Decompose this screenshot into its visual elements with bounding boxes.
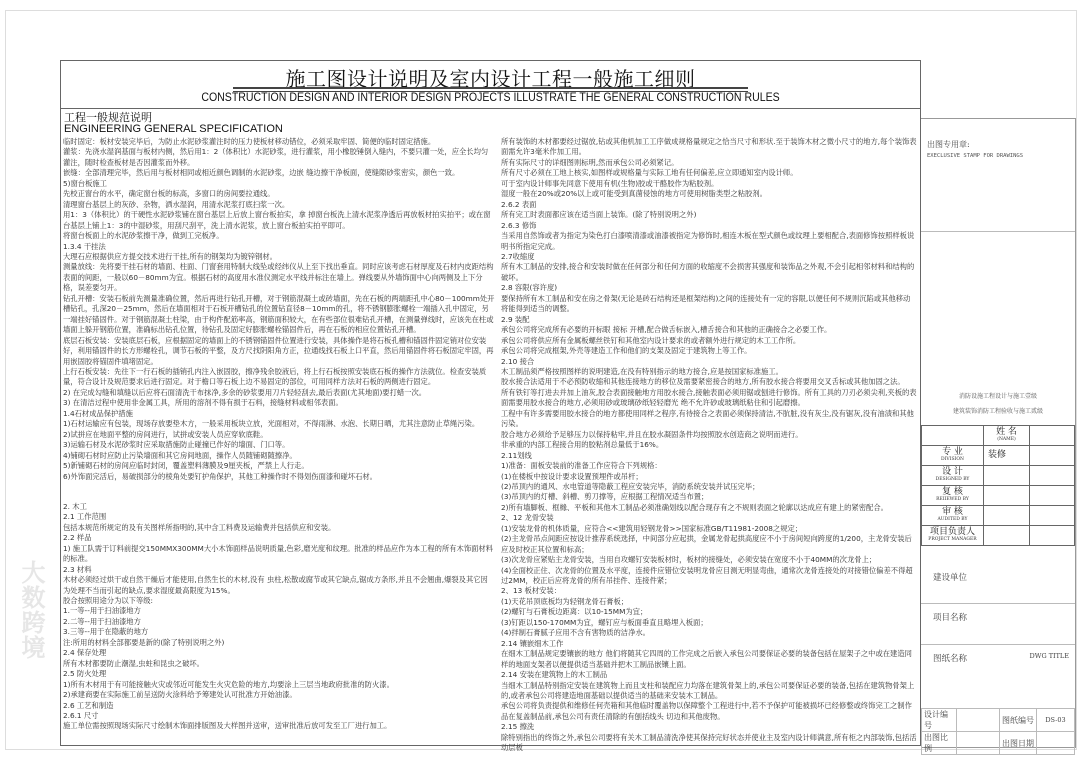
paragraph: 2)试拼应在地面平整的房间进行，试拼或安装人员应穿软底鞋。 [63,429,268,439]
title-row [61,61,920,109]
paragraph: 2.15 擦洗 [501,722,535,732]
role-label: 审 核 AUDITED BY [922,506,984,526]
paragraph: 所有实际尺寸的详细图则标明,然而承包公司必须紧记。 [501,157,679,167]
paragraph: 2.6.1 尺寸 [63,711,99,721]
date-label: 出图日期 [1000,732,1037,755]
paragraph: (4)全面校正住、次龙骨的位置及水平度，连接件应错位安装明龙骨应目测无明显弯曲，通常次龙骨连接处的对接错位偏差不得超过2MM，校正后应将龙骨的所有吊挂件、连接件紧； [501,565,913,586]
paragraph: 在细木工制品规定要镶嵌的地方 他们将随其它四周的工作完成之后嵌入承包公司要保证必要的装备包括在屋架子之中或在建造同样的地面支架者以便提供适当基础并把木工制品嵌镶上面。 [501,649,912,669]
paragraph: 2.2 样品 [63,533,92,543]
paragraph: 6)外饰面完活后，易破损部分的棱角处要钉护角保护，其他工种操作时不得划伤面漆和碰坏石材。 [63,471,377,481]
paragraph: 灌浆：先浇水湿润基面与板材内侧，然后用1：2（体积比）水泥砂浆，进行灌浆，用小橡胶锤倒入缝内，不要只灌一处，应全长均匀灌注，随时检查板材是否因灌浆而外移。 [63,147,489,167]
paragraph: 木工制品须严格按照图样的说明建造,在没有特别指示的地方接合,应是按国家标准施工。 [501,366,783,376]
paragraph: 大理石应根据供应方提交技术进行干挂,所有的钢架均为镀锌钢材。 [63,251,277,261]
paragraph: (2)吊顶内的通风、水电管道等隐蔽工程应安装完毕，消防系统安装并试压完毕； [501,481,760,491]
paragraph: 1)所有木材用于有可能接触火灾或邻近可能发生火灾危险的地方,均要涂上三层当地政府批准的防火漆。 [63,679,394,689]
role-label: 项目负责人 PROJECT MANAGER [922,526,984,546]
paragraph: 胶水接合法适用于不必预防收缩和其他连接地方的移位及需要紧密接合的地方,所有胶水接合将要用交叉舌标或其他加固之法。 [501,377,905,387]
section-heading-english: ENGINEERING GENERAL SPECIFICATION [64,123,283,135]
paragraph: 1.4石材成品保护措施 [63,408,133,418]
paragraph: 湿度一般在20%或20%以上或可能受到真菌侵蚀的地方可使用树脂类型之粘胶剂。 [501,189,767,199]
paragraph: 2.9 装配 [501,314,530,324]
role-value [984,466,1030,486]
paragraph: 1.3.4 干挂法 [63,241,106,251]
signature-header-row [922,426,1075,446]
signature-row [922,526,1075,546]
paragraph: 2.6.2 表面 [501,199,537,209]
paragraph: 2.6.3 修饰 [501,220,537,230]
stamp-label: 出图专用章: [927,140,970,149]
design-no-label: 设计编号 [922,709,957,732]
paragraph: 2.6 工艺和制造 [63,700,114,710]
signature-row [922,506,1075,526]
drawing-name-field: 图纸名称 DWG TITLE [921,644,1075,709]
signature-table [921,425,1075,546]
paragraph: 4)铺砌石材时应防止污染墙面和其它房间地面，操作人员随铺砌随擦净。 [63,450,297,460]
paragraph: 2) 在完成勾缝和填缝以后应将石面清洗干布抹净,多余的砂浆要用刀片轻轻刮去,最后表面(尤其地面)要打蜡一次。 [63,387,427,397]
paragraph: 临时固定：板材安装完毕后，为防止水泥砂浆灌注时的压力使板材移动错位，必须采取牢固、简便的临时固定措施。 [63,137,436,146]
drawing-frame [60,60,921,753]
paragraph: (1)在楼板中按设计要求设置预埋件或吊杆； [501,471,643,481]
signature-cell [1030,526,1075,546]
paragraph: 承包公司将负责提供和维修任何壳箱和其他临时覆盖物以保障整个工程进行中,若不予保护可能被损坏已经修整或终饰完工之制作品在复盖制品前,承包公司有责任清除的有刨括线头 切边和其他废物。 [501,701,912,721]
paragraph: 2)承建商要在实际施工前呈送防火涂料给予筹建处认可批准方开始油漆。 [63,690,297,700]
section-heading-chinese: 工程一般规范说明 [64,111,152,124]
paragraph: (3)次龙骨应紧贴主龙骨安装，当用自攻螺钉安装板材时，板材的接缝处，必须安装在宽度不小于40MM的次龙骨上； [501,555,877,565]
paragraph [63,482,495,502]
paragraph: 3)运输石材及水泥砂浆时应采取措施防止碰撞已作好的墙面、门口等。 [63,440,290,450]
paragraph: 可于室内设计师事先同意下使用有机(生物)胶或干酪胶作为粘胶剂。 [501,178,719,188]
paragraph: 将窗台板面上的水泥砂浆擦干净，做到工完板净。 [63,231,224,241]
paragraph: 2.二等--用于扫油漆地方 [63,616,141,626]
drawing-info-table [921,708,1075,755]
paragraph: 注:所用的材料全部都要是新的(除了特别说明之外) [63,637,225,647]
paragraph: 当采用自然饰或者为指定为染色打白漆喷清漆或油漆被指定为修饰时,相连木板在型式颜色或纹理上要相配合,表面修饰按照样板说明书所指定完成。 [501,231,915,251]
paragraph: (3)吊顶内的灯槽、斜槽、剪刀撑等，应根据工程情况适当布置； [501,492,709,502]
paragraph: 3.三等--用于在隐蔽的地方 [63,627,149,637]
signature-cell [1030,486,1075,506]
title-chinese: 施工图设计说明及室内设计工程一般施工细则 [285,67,696,91]
role-label: 专 业 DIVISION [922,446,984,466]
paragraph: 1) 施工队需于订料前提交150MMX300MM大小木饰面样品说明质量,色彩,磨光度和纹理。批准的样品应作为本工程的所有木饰面材料的标准。 [63,543,494,564]
client-field: 建设单位 [921,563,1075,604]
paragraph: (3)钉距以150-170MM为宜，螺钉应与板面垂直且略埋入板面； [501,617,708,627]
paragraph: 非承重的内部工程接合用的胶粘剂总量低于16%。 [501,440,664,450]
scale-value [957,732,1000,755]
paragraph: 木材必须经过烘干或自然干燥后才能使用,自然生长的木材,没有 虫柱,松散或腐节或其它缺点,锯成方条形,并且不会翘曲,爆裂及其它因为处理不当而引起的缺点,要求湿度最高限度为15%。 [63,575,488,595]
paragraph: 承包公司将供应所有金属板螺丝铁钉和其他室内设计要求的或者额外进行规定的木工工作所。 [501,335,801,345]
paragraph: 3) 在清洁过程中使用非金属工具，所用的溶剂不得有损于石料，接缝材料或相邻表面。 [63,398,343,408]
paragraph: (2)螺钉与石膏板边距离：以10-15MM为宜； [501,607,648,617]
paragraph: 所有木材都要防止潮湿,虫蛀和昆虫之破坏。 [63,658,204,668]
paragraph: 2.4 保存处理 [63,648,107,658]
paragraph: 所有木工制品的安排,接合和安装时做在任何部分和任何方面的收缩度不会损害其强度和装饰品之外观,不会引起相邻材料和结构的破坏。 [501,262,915,282]
qualification-line: 消防设施工程设计与施工壹级 [958,393,1037,400]
signature-cell [1030,446,1075,466]
signature-row [922,446,1075,466]
paragraph: 施工单位需按照现场实际尺寸绘制木饰面排版图及大样图并送审，送审批准后放可发至工厂进行加工。 [63,721,392,731]
paragraph: 测量放线：先将要干挂石材的墙面、柱面、门窗套用特制大线坠或经纬仪从上至下找出垂直。同时应该考虑石材厚度及石材内皮距结构表面的间距，一般以60－80mm为宜。根据石材的高度用水准仪测定水平线并标注在墙上。弹线要从外墙饰面中心向两侧及上下分格，误差要匀开。 [63,262,494,293]
drawing-no-value: DS-03 [1037,709,1075,732]
right-text-column [501,137,917,754]
design-no-value [957,709,1000,732]
paragraph: 2.11划线 [501,450,532,460]
role-value: 装修 [984,446,1030,466]
paragraph: 2.14 镶嵌细木工作 [501,638,564,648]
paragraph: 除特别指出的终饰之外,承包公司要将有关木工制品清洗净使其保持完好状态并使业主及室内设计师满意,所有柜之内部装饰,包括活动层板 [501,732,917,753]
paragraph: 5)新铺砌石材的房间应临时封闭，覆盖塑料薄膜及9厘夹板，严禁上人行走。 [63,461,309,471]
paragraph: 所有装饰的木材都要经过锯放,钻或其他机加工工序做成规格量规定之恰当尺寸和形状.至于装饰木材之微小尺寸的地方,每个装饰表面需允许3毫米作加工用。 [501,137,917,157]
paragraph: 1)准备：面板安装前的准备工作应符合下列规格： [501,461,662,471]
paragraph: 2.5 防火处理 [63,669,107,679]
stamp-area [921,119,1075,232]
paragraph: 工程中有许多需要用胶水接合的地方都使用同样之程序,有待接合之表面必须保持清洁,不肮脏,没有灰尘,没有锯灰,没有油渍和其他污染。 [501,408,914,429]
paragraph: 用1：3（体积比）的干硬性水泥砂浆铺在窗台基层上后放上窗台板拍实，拿 掉窗台板洗上清水泥浆净透后再放板材拍实拍平；或在窗台基层上铺上1：3的中湿砂浆，用刮尺刮平，洗上清水泥浆，放上窗台板拍实拍平即可。 [63,210,491,230]
role-label: 设 计 DESIGNED BY [922,466,984,486]
paragraph: 所有完工时表面都应该在适当面上装饰。(除了特别说明之外) [501,210,697,220]
paragraph: 2.10 接合 [501,356,535,366]
paragraph: 承包公司将完成框架,外壳等建造工作和他们的支架及固定于建筑物上等工作。 [501,346,752,356]
paragraph: 先校正窗台的水平，确定窗台板的标高，多窗口的房间要拉通线。 [63,189,275,199]
title-block [921,118,1076,753]
name-header: 姓 名 (NAME) [984,426,1030,446]
paragraph: 上行石板安装：先往下一行石板的插销孔内注入嵌固胶，擦净残余胶液后，将上行石板按照安装底石板的操作方法就位。检查安装质量，符合设计及规范要求后进行固定。对于檐口等石板上边不易固定的部位，可用同样方法对石板的两侧进行固定。 [63,366,487,387]
paragraph: (1)安装龙骨的机体质量，应符合<<建筑用轻钢龙骨>>国家标准GB/T11981-2008之规定； [501,523,803,533]
drawing-no-label: 图纸编号 [1000,709,1037,732]
paragraph: 胶合地方必须给予足够压力以保持粘牢,并且在胶水凝固条件均按照胶水创造商之说明而进行。 [501,429,803,439]
paragraph: 2. 木工 [63,501,87,511]
signature-cell [1030,506,1075,526]
paragraph: 当细木工制品特别指定安装在建筑物上而且支柱和装配应力均落在建筑骨架上的,承包公司要保证必要的装备,包括在建筑物骨架上的,或者承包公司将建造地面基础以提供适当的基础来安装木工制品。 [501,680,915,701]
paragraph: 清理窗台基层上的灰砂、杂物，洒水湿润，用清水泥浆打底扫浆一次。 [63,199,290,209]
qualification-area [921,231,1075,429]
paragraph: 包括本规范所规定的及有关图样所指明的,其中含工料费及运输费并包括供应和安装。 [63,522,336,532]
paragraph: 底层石板安装：安装底层石板，应根据固定的墙面上的不锈钢锚固件位置进行安装，具体操作是将石板孔槽和锚固件固定销对位安装好，利用锚固件的长方形螺栓孔，调节石板的平整，及方尺找阴阳角方正，拉通线找石板上口平直，然后用锚固件将石板固定牢固，再用嵌固胶将锚固件填堵固定。 [63,335,494,366]
date-value [1037,732,1075,755]
paragraph: 嵌缝：全部清理完毕，然后用与板材相同或相近颜色调制的水泥砂浆，边嵌 缝边擦干净板面，使缝隙砂浆密实，颜色一致。 [63,168,460,178]
paragraph: (1)天花吊顶底板均为轻钢龙骨石膏板； [501,596,629,606]
paragraph: (2)主龙骨吊点间距应按设计推荐系统选择，中间部分应起拱，金属龙骨起拱高度应不小于房间短向跨度的1/200，主龙骨安装后应及时校正其位置和标高； [501,534,912,554]
paragraph: 承包公司将完成所有必要的开标眼 接标 开槽,配合做舌标嵌入,槽舌接合和其他的正确接合之必要工作。 [501,325,832,335]
paragraph: (4)拌制石膏腻子应用不含有害物质的洁净水。 [501,628,650,638]
qualification-line: 建筑装饰消防工程验收与施工贰级 [952,408,1043,415]
paragraph: 2)所有墙脚板、框橼、平板和其他木工制品必须准确划线以配合现存有之不规则表面之轮廓以达成应有建上的紧密配合。 [501,502,888,512]
paragraph: 2.8 容限(容许度) [501,283,558,293]
role-value [984,506,1030,526]
signature-row [922,486,1075,506]
watermark-logo: 大数跨境 [17,560,45,660]
paragraph: 所有铁钉等打进去并加上油灰,胶合表面接触地方用胶水接合,接触表面必须用锯或刨进行修饰。所有工具的刀刃必须尖利,夹板的表面需要用胶水接合的地方,必须用砂或玻璃砂纸轻轻磨光 绝不允许砂或玻璃纸粘住和引起磨擦。 [501,387,917,408]
paragraph: 2.3 材料 [63,564,92,574]
paragraph: 5)窗台板施工 [63,178,107,188]
signature-cell [1030,466,1075,486]
title-english: CONSTRUCTION DESIGN AND INTERIOR DESIGN PROJECTS ILLUSTRATE THE GENERAL CONSTRUCTION RULES [201,90,780,104]
paragraph: 要保持所有木工制品和安在房之骨架(无论是砖石结构还是框架结构)之间的连接处有一定的容限,以便任何不规则沉陷或其他移动将能得到适当的调整。 [501,293,911,314]
signature-row [922,466,1075,486]
role-label: 复 核 REIIEWED BY [922,486,984,506]
paragraph: 2、12 龙骨安装 [501,513,554,523]
project-name-field: 项目名称 [921,603,1075,645]
paragraph: 2.1 工作范围 [63,512,107,522]
paragraph: 2.14 安装在建筑物上的木工制品 [501,670,608,680]
paragraph: 1.一等--用于扫油漆地方 [63,606,141,616]
role-value [984,526,1030,546]
paragraph: 1)石材运输应有包装，现场存放要垫木方，一般采用板块立放，光面相对，不得雨淋、水泡、长期日晒，尤其注意防止草绳污染。 [63,419,480,429]
paragraph: 钻孔开槽：安装石板前先测量准确位置，然后再进行钻孔开槽，对于钢筋混凝土或砖墙面，先在石板的两端距孔中心80－100mm处开槽钻孔，孔深20－25mm，然后在墙面相对于石板开槽钻孔的位置钻直径8－10mm的孔，将不锈钢膨胀螺栓一端插入孔中固定，另一端挂好锚固件。对于钢筋混凝土柱梁，由于构件配筋率高，钢筋面积较大，在有些部位很难钻孔开槽，在测量弹线时，应该先在柱或墙面上躲开钢筋位置，准确标出钻孔位置，待钻孔及固定好膨胀螺栓锚固件后，再在石板的相应位置钻孔开槽。 [63,293,495,335]
paragraph: 2、13 板材安装： [501,586,562,596]
paragraph: 胶合按照用途分为以下等级: [63,596,154,606]
role-value [984,486,1030,506]
stamp-label-english: EXECLUSIVE STAMP FOR DRAWINGS [927,153,1024,159]
paragraph: 所有尺寸必须在工地上核实,如图样或规格量与实际工地有任何偏差,应立即通知室内设计师。 [501,168,798,178]
left-text-column [63,137,495,732]
scale-label: 出图比例 [922,732,957,755]
paragraph: 2.7收缩度 [501,251,535,261]
